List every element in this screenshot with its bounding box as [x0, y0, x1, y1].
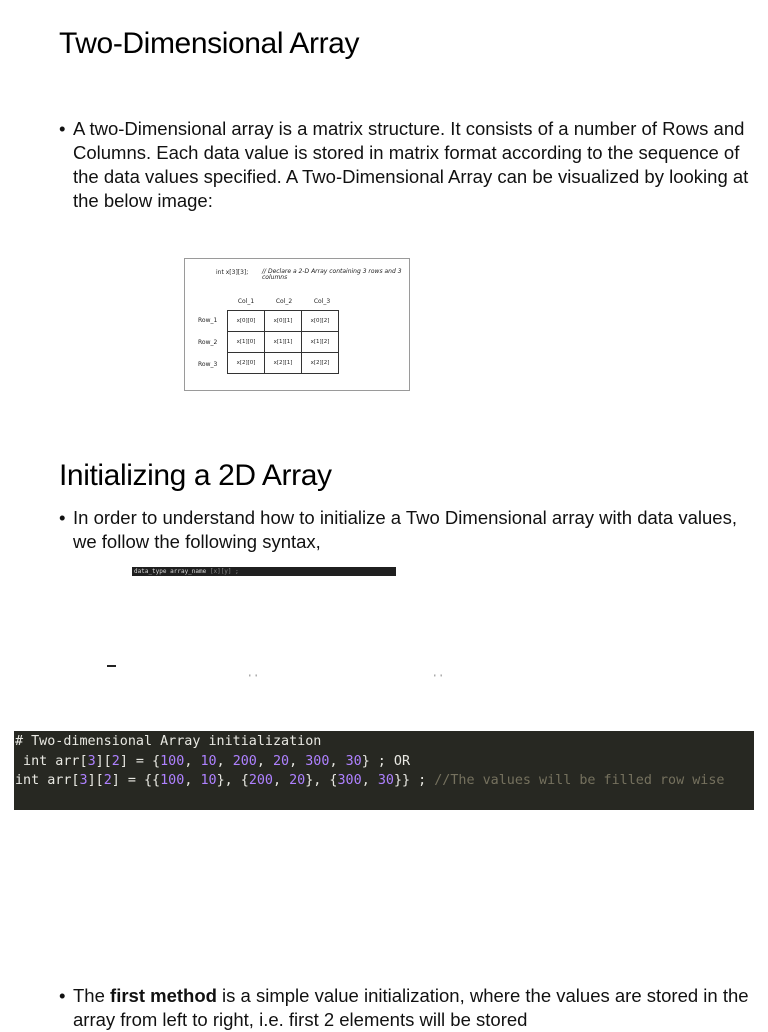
matrix-row — [228, 353, 339, 374]
bullet-initialize-description — [59, 506, 753, 554]
section-title-initializing-2d-array: Initializing a 2D Array — [59, 459, 332, 492]
figure-row-header: Row_3 — [198, 361, 218, 368]
matrix-row — [228, 332, 339, 353]
matrix-cell: x[1][2] — [302, 332, 339, 353]
stray-dash-mark — [107, 665, 116, 667]
matrix-cell: x[0][1] — [265, 311, 302, 332]
figure-comment: // Declare a 2-D Array containing 3 rows and 3 columns — [262, 268, 402, 281]
figure-col-header: Col_3 — [313, 298, 331, 305]
stray-quote-mark: ' ' — [249, 673, 258, 683]
bullet-first-method: • The first method is a simple value initialization, where the values are stored in the array from left to right, i.e. first 2 elements will be stored — [59, 985, 749, 1030]
matrix-cell: x[2][0] — [228, 353, 265, 374]
matrix-cell: x[0][0] — [228, 311, 265, 332]
bullet-text: A two-Dimensional array is a matrix structure. It consists of a number of Rows and Columns. Each data value is stored in matrix format according to the sequence of the data values specified. A Two-Dimensional Array can be visualized by looking at the below image: — [73, 118, 749, 211]
figure-col-header: Col_2 — [275, 298, 293, 305]
stray-quote-mark: ' ' — [434, 673, 443, 683]
matrix-cell: x[0][2] — [302, 311, 339, 332]
section-title-two-dimensional-array: Two-Dimensional Array — [59, 27, 360, 60]
bullet-text: In order to understand how to initialize a Two Dimensional array with data values, we follow the following syntax, — [73, 507, 737, 552]
matrix-row — [228, 311, 339, 332]
code-block — [14, 731, 754, 810]
matrix-cell: x[2][2] — [302, 353, 339, 374]
array-diagram-image — [184, 258, 410, 391]
syntax-dims: [x][y] ; — [209, 568, 239, 575]
matrix-cell: x[1][0] — [228, 332, 265, 353]
code-line-comment: # Two-dimensional Array initialization — [15, 734, 322, 749]
matrix-cell: x[2][1] — [265, 353, 302, 374]
code-comment: //The values will be filled row wise — [434, 773, 725, 788]
figure-matrix-grid — [227, 310, 339, 374]
figure-row-header: Row_2 — [198, 339, 218, 346]
syntax-code-image — [132, 567, 396, 576]
figure-col-header: Col_1 — [237, 298, 255, 305]
figure-row-header: Row_1 — [198, 317, 218, 324]
bullet-dot: • — [59, 507, 66, 528]
code-line-1d-init: int arr[3][2] = {100, 10, 200, 20, 300, 30} ; OR — [15, 753, 411, 769]
code-line-2d-init: int arr[3][2] = {{100, 10}, {200, 20}, {300, 30}} ; //The values will be filled row wise — [15, 773, 725, 788]
bullet-dot: • — [59, 985, 66, 1006]
syntax-text: data_type array_name — [134, 568, 210, 575]
bullet-2d-array-description — [59, 117, 753, 213]
matrix-cell: x[1][1] — [265, 332, 302, 353]
bold-first-method: first method — [110, 985, 217, 1006]
figure-declaration: int x[3][3]; — [216, 269, 249, 276]
bullet-dot: • — [59, 118, 66, 139]
